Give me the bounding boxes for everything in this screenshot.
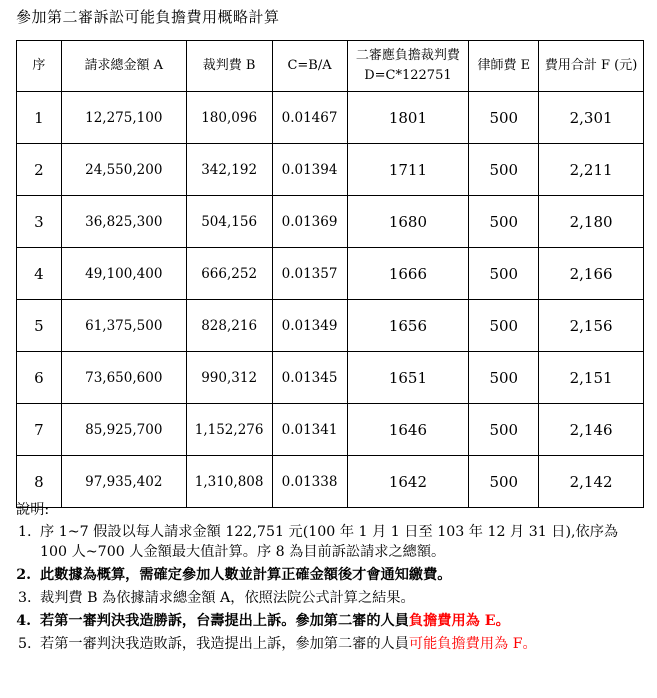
note-item-1	[36, 522, 646, 562]
cell-total-claim: 61,375,500	[61, 300, 186, 352]
cell-lawyer-fee: 500	[469, 92, 539, 144]
note-item-5	[36, 634, 646, 654]
cell-lawyer-fee: 500	[469, 404, 539, 456]
table-row	[17, 300, 644, 352]
cell-seq: 5	[17, 300, 62, 352]
cell-court-fee: 828,216	[186, 300, 272, 352]
table-row	[17, 352, 644, 404]
note-item-2	[36, 565, 646, 585]
header-seq: 序	[17, 41, 62, 92]
cell-seq: 2	[17, 144, 62, 196]
header-total-claim: 請求總金額 A	[61, 41, 186, 92]
cell-second-instance-fee: 1642	[347, 456, 469, 508]
table-row	[17, 144, 644, 196]
fee-table	[16, 40, 644, 508]
table-header-row	[17, 41, 644, 92]
cell-total-cost: 2,156	[539, 300, 644, 352]
cell-ratio: 0.01394	[272, 144, 347, 196]
header-total-cost: 費用合計 F (元)	[539, 41, 644, 92]
cell-total-cost: 2,180	[539, 196, 644, 248]
cell-seq: 6	[17, 352, 62, 404]
cell-court-fee: 1,152,276	[186, 404, 272, 456]
notes-heading: 說明:	[16, 502, 50, 518]
cell-ratio: 0.01345	[272, 352, 347, 404]
header-court-fee: 裁判費 B	[186, 41, 272, 92]
notes-section	[16, 500, 646, 657]
cell-ratio: 0.01338	[272, 456, 347, 508]
table-row	[17, 404, 644, 456]
cell-lawyer-fee: 500	[469, 196, 539, 248]
cell-total-cost: 2,151	[539, 352, 644, 404]
cell-ratio: 0.01349	[272, 300, 347, 352]
cell-ratio: 0.01369	[272, 196, 347, 248]
cell-court-fee: 666,252	[186, 248, 272, 300]
table-row	[17, 92, 644, 144]
cell-total-claim: 36,825,300	[61, 196, 186, 248]
cell-second-instance-fee: 1656	[347, 300, 469, 352]
cell-second-instance-fee: 1646	[347, 404, 469, 456]
cell-second-instance-fee: 1801	[347, 92, 469, 144]
note-text: 若第一審判決我造敗訴，我造提出上訴，參加第二審的人員	[40, 636, 409, 652]
cell-total-claim: 73,650,600	[61, 352, 186, 404]
cell-seq: 7	[17, 404, 62, 456]
note-item-3	[36, 588, 646, 608]
page-title: 參加第二審訴訟可能負擔費用概略計算	[16, 8, 280, 26]
cell-ratio: 0.01467	[272, 92, 347, 144]
note-text: 序 1~7 假設以每人請求金額 122,751 元(100 年 1 月 1 日至 103 年 12 月 31 日),依序為 100 人~700 人金額最大值計算。序 8 為目前訴訟請求之總額。	[40, 524, 619, 560]
note-text: 若第一審判決我造勝訴，台壽提出上訴。參加第二審的人員	[40, 613, 409, 629]
header-second-instance-fee: 二審應負擔裁判費 D=C*122751	[347, 41, 469, 92]
cell-total-cost: 2,146	[539, 404, 644, 456]
note-text: 此數據為概算，需確定參加人數並計算正確金額後才會通知繳費。	[40, 567, 452, 583]
cell-ratio: 0.01341	[272, 404, 347, 456]
cell-seq: 4	[17, 248, 62, 300]
cell-lawyer-fee: 500	[469, 144, 539, 196]
notes-list	[16, 522, 646, 654]
cell-lawyer-fee: 500	[469, 456, 539, 508]
cell-total-claim: 49,100,400	[61, 248, 186, 300]
table-row	[17, 248, 644, 300]
cell-total-cost: 2,142	[539, 456, 644, 508]
cell-total-cost: 2,211	[539, 144, 644, 196]
cell-second-instance-fee: 1711	[347, 144, 469, 196]
note-highlight: 負擔費用為 E。	[408, 613, 510, 629]
cell-seq: 1	[17, 92, 62, 144]
header-ratio: C=B/A	[272, 41, 347, 92]
cell-court-fee: 342,192	[186, 144, 272, 196]
cell-lawyer-fee: 500	[469, 248, 539, 300]
cell-seq: 8	[17, 456, 62, 508]
header-lawyer-fee: 律師費 E	[469, 41, 539, 92]
note-item-4	[36, 611, 646, 631]
cell-total-claim: 12,275,100	[61, 92, 186, 144]
cell-ratio: 0.01357	[272, 248, 347, 300]
cell-lawyer-fee: 500	[469, 300, 539, 352]
cell-second-instance-fee: 1666	[347, 248, 469, 300]
cell-total-cost: 2,166	[539, 248, 644, 300]
cell-court-fee: 180,096	[186, 92, 272, 144]
note-text: 裁判費 B 為依據請求總金額 A，依照法院公式計算之結果。	[40, 590, 415, 606]
table-row	[17, 196, 644, 248]
cell-court-fee: 1,310,808	[186, 456, 272, 508]
cell-court-fee: 990,312	[186, 352, 272, 404]
note-highlight: 可能負擔費用為 F。	[408, 636, 537, 652]
cell-total-claim: 85,925,700	[61, 404, 186, 456]
cell-total-claim: 24,550,200	[61, 144, 186, 196]
cell-total-claim: 97,935,402	[61, 456, 186, 508]
cell-second-instance-fee: 1680	[347, 196, 469, 248]
cell-seq: 3	[17, 196, 62, 248]
cell-lawyer-fee: 500	[469, 352, 539, 404]
cell-total-cost: 2,301	[539, 92, 644, 144]
cell-second-instance-fee: 1651	[347, 352, 469, 404]
cell-court-fee: 504,156	[186, 196, 272, 248]
